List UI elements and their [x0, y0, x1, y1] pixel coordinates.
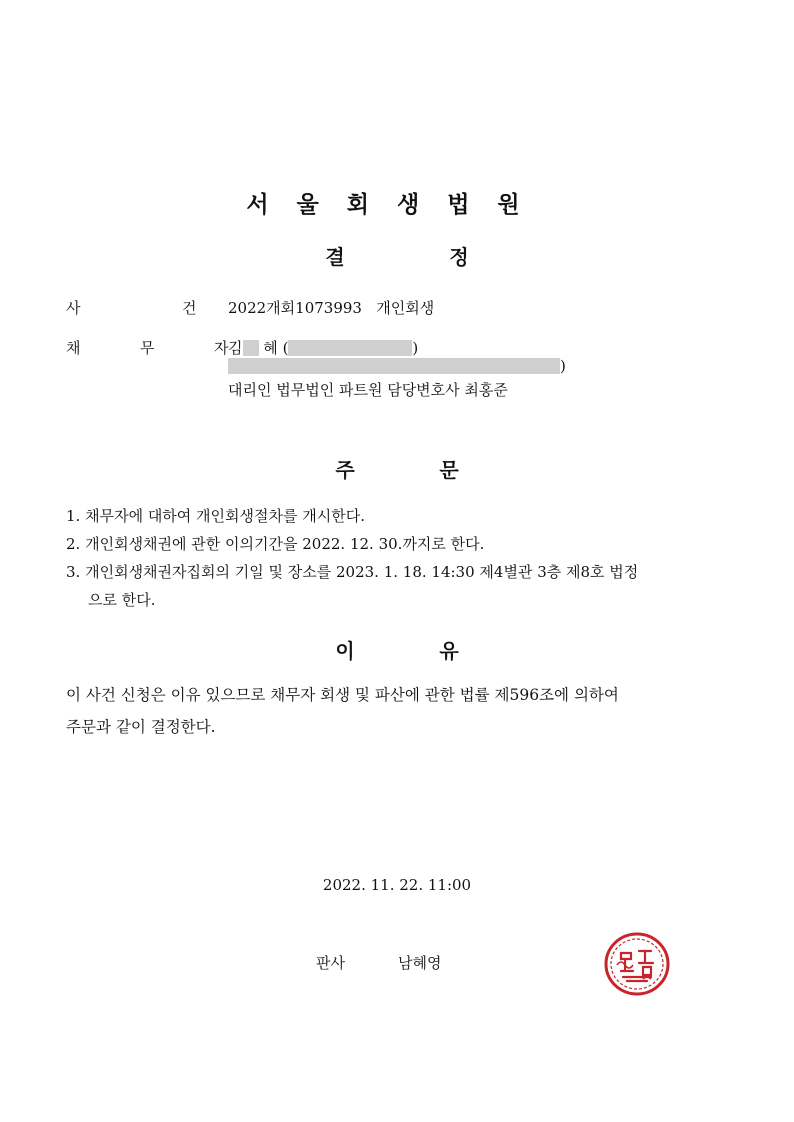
reason-heading [0, 635, 794, 664]
debtor-name-first: 김 [228, 339, 243, 357]
reason-line: 이 사건 신청은 이유 있으므로 채무자 회생 및 파산에 관한 법률 제596조에 의하여 [66, 686, 619, 704]
paren-close: ) [412, 339, 419, 357]
case-number: 2022개회1073993 [228, 299, 362, 317]
debtor-name-line [228, 337, 418, 358]
order-item [66, 505, 365, 526]
court-name: 서울회생법원 [246, 192, 548, 218]
debtor-name-last: 혜 [263, 339, 278, 357]
reason-line: 주문과 같이 결정한다. [66, 718, 216, 736]
redaction-bar [228, 358, 560, 374]
case-value [228, 297, 434, 318]
redaction-bar [243, 340, 259, 356]
paren-open: ( [282, 339, 289, 357]
redaction-bar [288, 340, 412, 356]
order-item-text: 개인회생채권자집회의 기일 및 장소를 2023. 1. 18. 14:30 제4별관 3층 제8호 법정 [85, 563, 639, 581]
order-item-text: 채무자에 대하여 개인회생절차를 개시한다. [85, 507, 365, 525]
order-item [66, 533, 484, 554]
order-item [66, 561, 638, 582]
order-item-text: 개인회생채권에 관한 이의기간을 2022. 12. 30.까지로 한다. [85, 535, 485, 553]
reason-heading-text: 이 유 [335, 639, 459, 663]
reason-paragraph [66, 679, 732, 743]
order-item-continuation: 으로 한다. [88, 591, 156, 609]
judge-title: 판사 [316, 954, 345, 972]
debtor-agent: 대리인 법무법인 파트원 담당변호사 최홍준 [228, 381, 508, 399]
document-type-text: 결 정 [325, 245, 469, 269]
document-type-heading [0, 241, 794, 270]
judge-name: 남혜영 [398, 954, 442, 972]
order-heading [0, 454, 794, 483]
paren-close: ) [560, 357, 566, 375]
order-item-number: 2. [66, 535, 81, 553]
debtor-label: 채 무 자 [66, 339, 229, 357]
judge-seal-icon [603, 931, 671, 997]
decision-date: 2022. 11. 22. 11:00 [322, 876, 472, 894]
debtor-address-line [228, 357, 566, 375]
case-type: 개인회생 [376, 299, 435, 317]
order-item-number: 3. [66, 563, 81, 581]
case-label: 사 건 [66, 299, 197, 317]
order-heading-text: 주 문 [335, 458, 459, 482]
order-item-number: 1. [66, 507, 81, 525]
